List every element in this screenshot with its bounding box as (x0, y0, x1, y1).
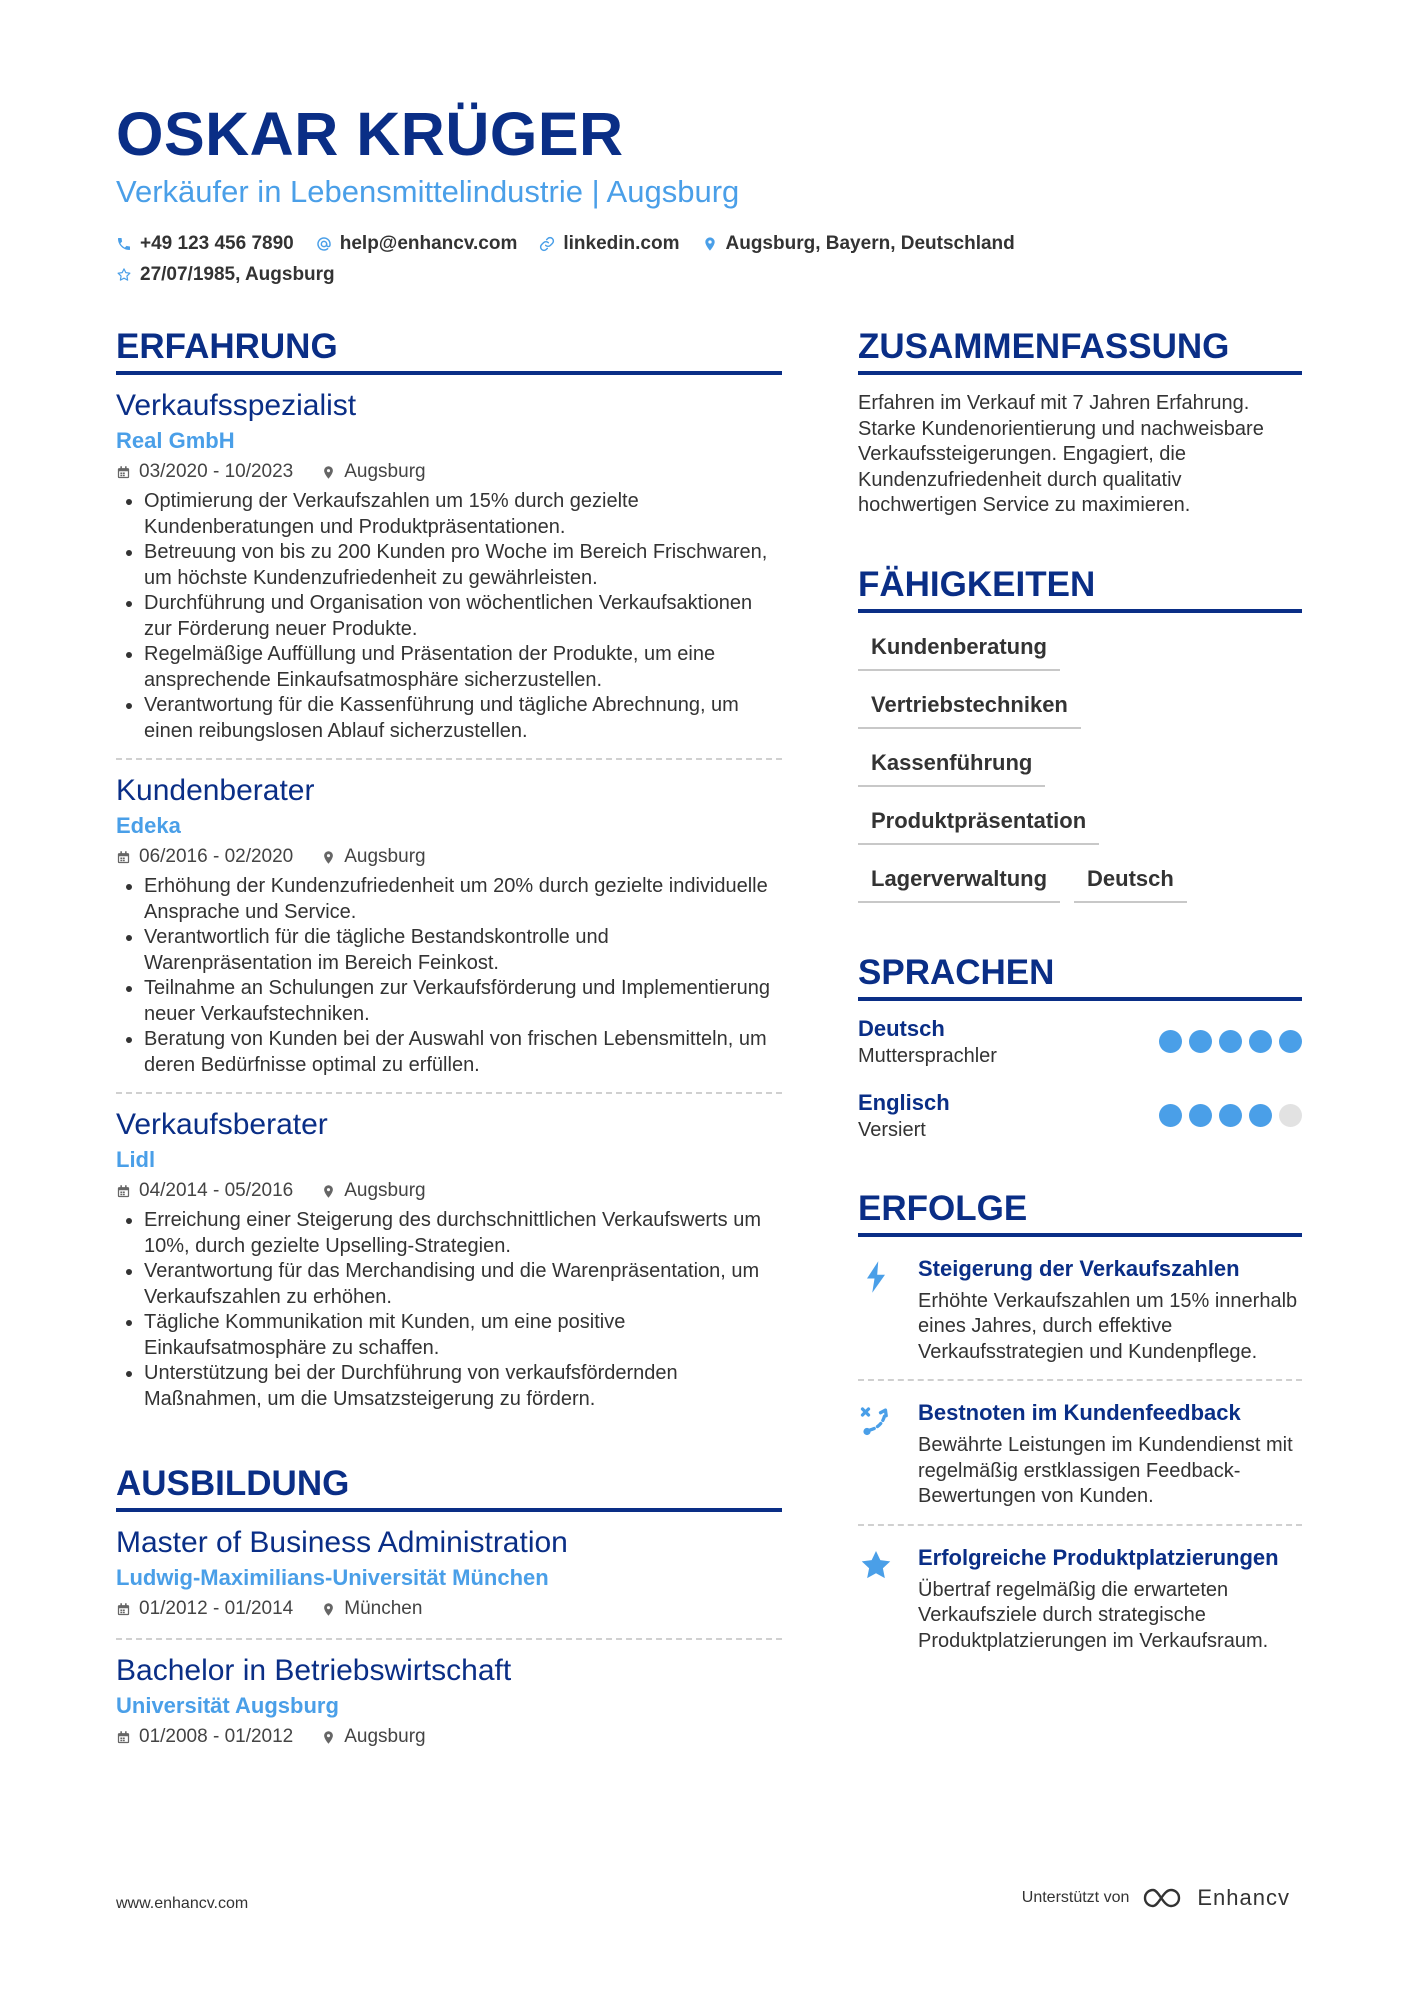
calendar-icon (116, 465, 131, 480)
achievement-title: Steigerung der Verkaufszahlen (918, 1255, 1240, 1281)
achievement-icon-wrap (858, 1255, 918, 1366)
bullet-item: • Tägliche Kommunikation mit Kunden, um eine positive Einkaufsatmosphäre zu schaffen. (144, 1310, 782, 1361)
school-name: Universität Augsburg (116, 1693, 339, 1718)
phone-icon (116, 236, 132, 252)
enhancv-logo[interactable] (1141, 1885, 1290, 1911)
rating-dot-filled (1189, 1104, 1212, 1127)
achievement-desc: Bewährte Leistungen im Kundendienst mit regelmäßig erstklassigen Feedback-Bewertungen von Kunden. (918, 1434, 1293, 1507)
location (321, 1722, 425, 1752)
enhancv-logo-icon (1141, 1885, 1187, 1911)
date-range (116, 1176, 293, 1206)
skills-title: FÄHIGKEITEN (858, 563, 1302, 613)
rating-dot-filled (1159, 1030, 1182, 1053)
bullet-item: • Verantwortung für das Merchandising und die Warenpräsentation, um Verkaufszahlen zu erhöhen. (144, 1259, 782, 1310)
link-icon (539, 236, 555, 252)
contact-email[interactable] (316, 233, 518, 255)
achievement-body (918, 1544, 1302, 1655)
location-text: Augsburg (344, 846, 426, 867)
footer-website[interactable]: www.enhancv.com (116, 1895, 249, 1912)
achievement-title: Erfolgreiche Produktplatzierungen (918, 1544, 1279, 1570)
location (321, 1176, 425, 1206)
date-range (116, 1594, 293, 1624)
skills-section (858, 563, 1302, 915)
contact-linkedin[interactable] (539, 233, 679, 255)
experience-title: ERFAHRUNG (116, 325, 782, 375)
bullet-list (116, 489, 782, 744)
language-name: Englisch (858, 1089, 950, 1115)
entry-meta (116, 1722, 782, 1752)
location-text: Augsburg (344, 461, 426, 482)
achievement-body (918, 1255, 1302, 1366)
at-icon (316, 236, 332, 252)
location-text: Augsburg (344, 1726, 426, 1747)
entry-meta (116, 1594, 782, 1624)
contact-linkedin-text: linkedin.com (563, 232, 680, 254)
achievement-item (858, 1237, 1302, 1366)
date-text: 01/2012 - 01/2014 (139, 1598, 294, 1619)
location-text: München (344, 1598, 423, 1619)
location-icon (321, 1602, 336, 1617)
language-name: Deutsch (858, 1015, 945, 1041)
location-text: Augsburg (344, 1180, 426, 1201)
company-name: Lidl (116, 1147, 156, 1172)
date-text: 04/2014 - 05/2016 (139, 1180, 294, 1201)
skill-tag: Vertriebstechniken (858, 683, 1081, 729)
candidate-subtitle: Verkäufer in Lebensmittelindustrie | Augsburg (116, 174, 740, 209)
entry-meta (116, 1176, 782, 1206)
location-icon (321, 465, 336, 480)
education-section (116, 1462, 782, 1752)
education-entry (116, 1512, 782, 1640)
candidate-name: OSKAR KRÜGER (116, 100, 624, 168)
contact-location (702, 233, 1015, 255)
job-title: Verkaufsspezialist (116, 389, 357, 422)
language-item (858, 1089, 1302, 1143)
bullet-item: • Durchführung und Organisation von wöchentlichen Verkaufsaktionen zur Förderung neuer Produkte. (144, 591, 782, 642)
calendar-icon (116, 1730, 131, 1745)
language-item (858, 1015, 1302, 1069)
date-range (116, 457, 293, 487)
entry-meta (116, 457, 782, 487)
achievement-desc: Erhöhte Verkaufszahlen um 15% innerhalb eines Jahres, durch effektive Verkaufsstrategien und Kundenpflege. (918, 1289, 1298, 1363)
bullet-item: • Betreuung von bis zu 200 Kunden pro Woche im Bereich Frischwaren, um höchste Kundenzufriedenheit zu gewährleisten. (144, 540, 782, 591)
achievements-title: ERFOLGE (858, 1187, 1302, 1237)
location (321, 1594, 422, 1624)
language-info (858, 1015, 997, 1069)
footer-powered-by: Unterstützt von (1021, 1889, 1130, 1906)
skills-list (858, 625, 1302, 915)
achievement-icon-wrap (858, 1544, 918, 1655)
skill-tag: Deutsch (1074, 857, 1187, 903)
achievement-desc: Übertraf regelmäßig die erwarteten Verkaufsziele durch strategische Produktplatzierungen im Verkaufsraum. (918, 1578, 1269, 1652)
degree-title: Master of Business Administration (116, 1526, 568, 1559)
summary-title: ZUSAMMENFASSUNG (858, 325, 1302, 375)
contact-row-1 (116, 228, 1296, 259)
bullet-item: • Verantwortlich für die tägliche Bestandskontrolle und Warenpräsentation im Bereich Feinkost. (144, 925, 782, 976)
date-text: 06/2016 - 02/2020 (139, 846, 294, 867)
footer-branding (1022, 1885, 1290, 1911)
contact-row-2 (116, 259, 1296, 290)
company-name: Real GmbH (116, 428, 235, 453)
achievement-item (858, 1526, 1302, 1655)
rating-dot-filled (1249, 1104, 1272, 1127)
bullet-item: • Erreichung einer Steigerung des durchschnittlichen Verkaufswerts um 10%, durch gezielte Upselling-Strategien. (144, 1208, 782, 1259)
left-column (116, 325, 782, 1752)
experience-section (116, 325, 782, 1412)
rating-dot-empty (1279, 1104, 1302, 1127)
degree-title: Bachelor in Betriebswirtschaft (116, 1654, 512, 1687)
languages-title: SPRACHEN (858, 951, 1302, 1001)
contact-birth-text: 27/07/1985, Augsburg (140, 263, 335, 285)
date-text: 03/2020 - 10/2023 (139, 461, 294, 482)
language-level: Muttersprachler (858, 1044, 997, 1067)
rating-dot-filled (1189, 1030, 1212, 1053)
calendar-icon (116, 1184, 131, 1199)
achievement-item (858, 1381, 1302, 1510)
date-range (116, 1722, 293, 1752)
contact-location-text: Augsburg, Bayern, Deutschland (725, 232, 1015, 254)
contact-email-text: help@enhancv.com (339, 232, 518, 254)
rating-dot-filled (1249, 1030, 1272, 1053)
achievement-icon-wrap (858, 1399, 918, 1510)
bullet-list (116, 1208, 782, 1412)
languages-section (858, 951, 1302, 1143)
rating-dot-filled (1219, 1030, 1242, 1053)
rating-dot-filled (1219, 1104, 1242, 1127)
location-icon (321, 850, 336, 865)
experience-entry (116, 760, 782, 1094)
bullet-item: • Verantwortung für die Kassenführung und tägliche Abrechnung, um einen reibungslosen Ablauf sicherzustellen. (144, 693, 782, 744)
education-entry (116, 1640, 782, 1752)
summary-text: Erfahren im Verkauf mit 7 Jahren Erfahrung. Starke Kundenorientierung und nachweisbare Verkaufssteigerungen. Engagiert, die Kundenzufriedenheit durch qualitativ hochwertigen Service zu maximieren. (858, 392, 1264, 516)
skill-tag: Kundenberatung (858, 625, 1060, 671)
experience-entry (116, 375, 782, 760)
bullet-item: • Regelmäßige Auffüllung und Präsentation der Produkte, um eine ansprechende Einkaufsatmosphäre sicherzustellen. (144, 642, 782, 693)
bullet-item: • Unterstützung bei der Durchführung von verkaufsfördernden Maßnahmen, um die Umsatzsteigerung zu fördern. (144, 1361, 782, 1412)
star-icon (116, 267, 132, 283)
bullet-item: • Teilnahme an Schulungen zur Verkaufsförderung und Implementierung neuer Verkaufstechniken. (144, 976, 782, 1027)
achievement-body (918, 1399, 1302, 1510)
location (321, 842, 425, 872)
contact-phone-text: +49 123 456 7890 (140, 232, 294, 254)
footer-brand-name: Enhancv (1197, 1885, 1290, 1910)
calendar-icon (116, 850, 131, 865)
bullet-item: • Beratung von Kunden bei der Auswahl von frischen Lebensmitteln, um deren Bedürfnisse optimal zu erfüllen. (144, 1027, 782, 1078)
contact-birth (116, 264, 335, 286)
skill-tag: Produktpräsentation (858, 799, 1099, 845)
location-icon (321, 1730, 336, 1745)
bullet-item: • Erhöhung der Kundenzufriedenheit um 20% durch gezielte individuelle Ansprache und Service. (144, 874, 782, 925)
language-info (858, 1089, 950, 1143)
date-range (116, 842, 293, 872)
strategy-icon (858, 1403, 894, 1439)
achievements-section (858, 1187, 1302, 1655)
school-name: Ludwig-Maximilians-Universität München (116, 1565, 549, 1590)
job-title: Kundenberater (116, 774, 315, 807)
skill-tag: Kassenführung (858, 741, 1045, 787)
language-rating (1152, 1030, 1302, 1053)
education-title: AUSBILDUNG (116, 1462, 782, 1512)
summary-section (858, 325, 1302, 519)
rating-dot-filled (1159, 1104, 1182, 1127)
bullet-list (116, 874, 782, 1078)
date-text: 01/2008 - 01/2012 (139, 1726, 294, 1747)
achievement-title: Bestnoten im Kundenfeedback (918, 1400, 1241, 1425)
right-column (858, 325, 1302, 1654)
lightning-icon (858, 1259, 894, 1295)
star-filled-icon (858, 1548, 894, 1584)
experience-entry (116, 1094, 782, 1412)
bullet-item: • Optimierung der Verkaufszahlen um 15% durch gezielte Kundenberatungen und Produktpräsentationen. (144, 489, 782, 540)
skill-tag: Lagerverwaltung (858, 857, 1060, 903)
contact-info (116, 228, 1296, 290)
entry-meta (116, 842, 782, 872)
company-name: Edeka (116, 813, 181, 838)
job-title: Verkaufsberater (116, 1108, 328, 1141)
rating-dot-filled (1279, 1030, 1302, 1053)
location (321, 457, 425, 487)
calendar-icon (116, 1602, 131, 1617)
contact-phone (116, 233, 294, 255)
language-level: Versiert (858, 1118, 926, 1141)
language-rating (1152, 1104, 1302, 1127)
location-icon (702, 236, 718, 252)
location-icon (321, 1184, 336, 1199)
